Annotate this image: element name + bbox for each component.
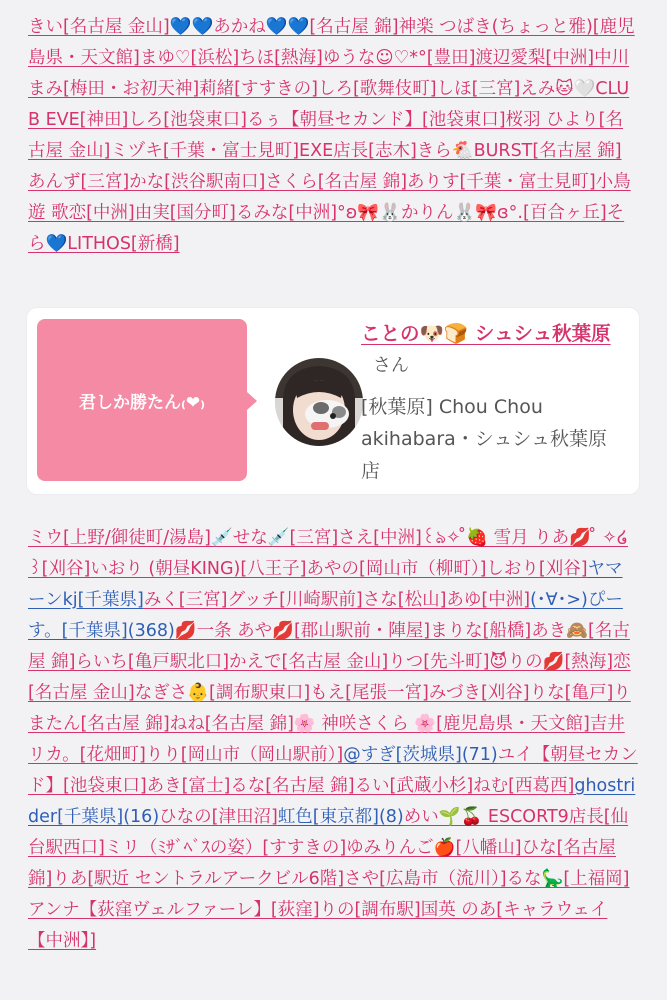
- shop-name: [秋葉原] Chou Chou akihabara・シュシュ秋葉原店: [361, 396, 608, 482]
- honorific: さん: [373, 355, 409, 376]
- card-info: [361, 318, 623, 487]
- link-segment[interactable]: @すぎ[茨城県](71): [343, 745, 498, 765]
- bottom-link-list: [0, 508, 667, 957]
- cast-name-row: [361, 318, 623, 381]
- message-bubble: [37, 319, 247, 481]
- cast-name-link[interactable]: ことの🐶🍞 シュシュ秋葉原: [361, 322, 611, 345]
- avatar[interactable]: [275, 358, 363, 446]
- link-segment[interactable]: ユイ【朝昼セカンド】[池袋東口]あき[富士]るな[名古屋 錦]るい[武蔵小杉]ねむ[西葛西]: [28, 745, 638, 796]
- link-segment[interactable]: ひなの[津田沼]: [159, 807, 278, 827]
- message-card: [27, 308, 639, 494]
- link-segment[interactable]: ミウ[上野/御徒町/湯島]💉せな💉[三宮]さえ[中洲]꒰ঌ✧ ̊🍓 雪月 りあ💋 ̊ ✧໒꒱[刈谷]いおり (朝昼KING)[八王子]あやの[岡山市（柳町）]しおり[刈谷]: [28, 528, 628, 579]
- link-segment[interactable]: (･∀･>)ぴーす。[千葉県](368): [28, 590, 623, 641]
- link-segment[interactable]: めい🌱🍒 ESCORT9店長[仙台駅西口]ミリ（ﾐｻﾞﾍﾞｽの姿）[すすきの]ゆみりんご🍎[八幡山]ひな[名古屋 錦]りあ[駅近 セントラルアークビル6階]さや[広島市（流川）]るな🦕[上福岡]アンナ【荻窪ヴェルファーレ】[荻窪]りの[調布駅]国英 のあ[キャラウェイ【中洲】]: [28, 807, 630, 951]
- link-segment[interactable]: ghostrider[千葉県](16): [28, 776, 636, 827]
- link-segment[interactable]: みく[三宮]グッチ[川崎駅前]さな[松山]あゆ[中洲]: [143, 590, 531, 610]
- link-segment[interactable]: きい[名古屋 金山]💙💙あかね💙💙[名古屋 錦]神楽 つばき(ちょっと雅)[鹿児島県・天文館]まゆ♡[浜松]ちほ[熱海]ゆうな☺︎♡*°[豊田]渡辺愛梨[中洲]中川まみ[梅田・お初天神]莉緒[すすきの]しろ[歌舞伎町]しほ[三宮]えみ🐱🤍CLUB EVE[神田]しろ[池袋東口]るぅ【朝昼セカンド】[池袋東口]桜羽 ひより[名古屋 金山]ミヅキ[千葉・富士見町]EXE店長[志木]きら🐔BURST[名古屋 錦]あんず[三宮]かな[渋谷駅南口]さくら[名古屋 錦]ありす[千葉・富士見町]小鳥遊 歌恋[中洲]由実[国分町]るみな[中洲]°ʚ🎀🐰かりん🐰🎀ɞ°.[百合ヶ丘]そら💙LITHOS[新橋]: [28, 17, 635, 254]
- top-link-list: [0, 0, 667, 282]
- avatar-photo: [275, 358, 363, 446]
- link-segment[interactable]: 💋一条 あや💋[郡山駅前・陣屋]まりな[船橋]あき🙈[名古屋 錦]らいち[亀戸駅北口]かえで[名古屋 金山]りつ[先斗町]😈りの💋[熱海]恋[名古屋 金山]なぎさ👶[調布駅東口]もえ[尾張一宮]みづき[刈谷]りな[亀戸]りまたん[名古屋 錦]ねね[名古屋 錦]🌸 神咲さくら 🌸[鹿児島県・天文館]吉井 リカ。[花畑町]りり[岡山市（岡山駅前）]: [28, 621, 631, 765]
- bubble-tail: [247, 392, 257, 410]
- link-segment[interactable]: ヤマーンkj[千葉県]: [28, 559, 623, 610]
- link-segment[interactable]: 虹色[東京都](8): [277, 807, 404, 827]
- message-text: 君しか勝たん₍❤︎₎: [78, 392, 206, 413]
